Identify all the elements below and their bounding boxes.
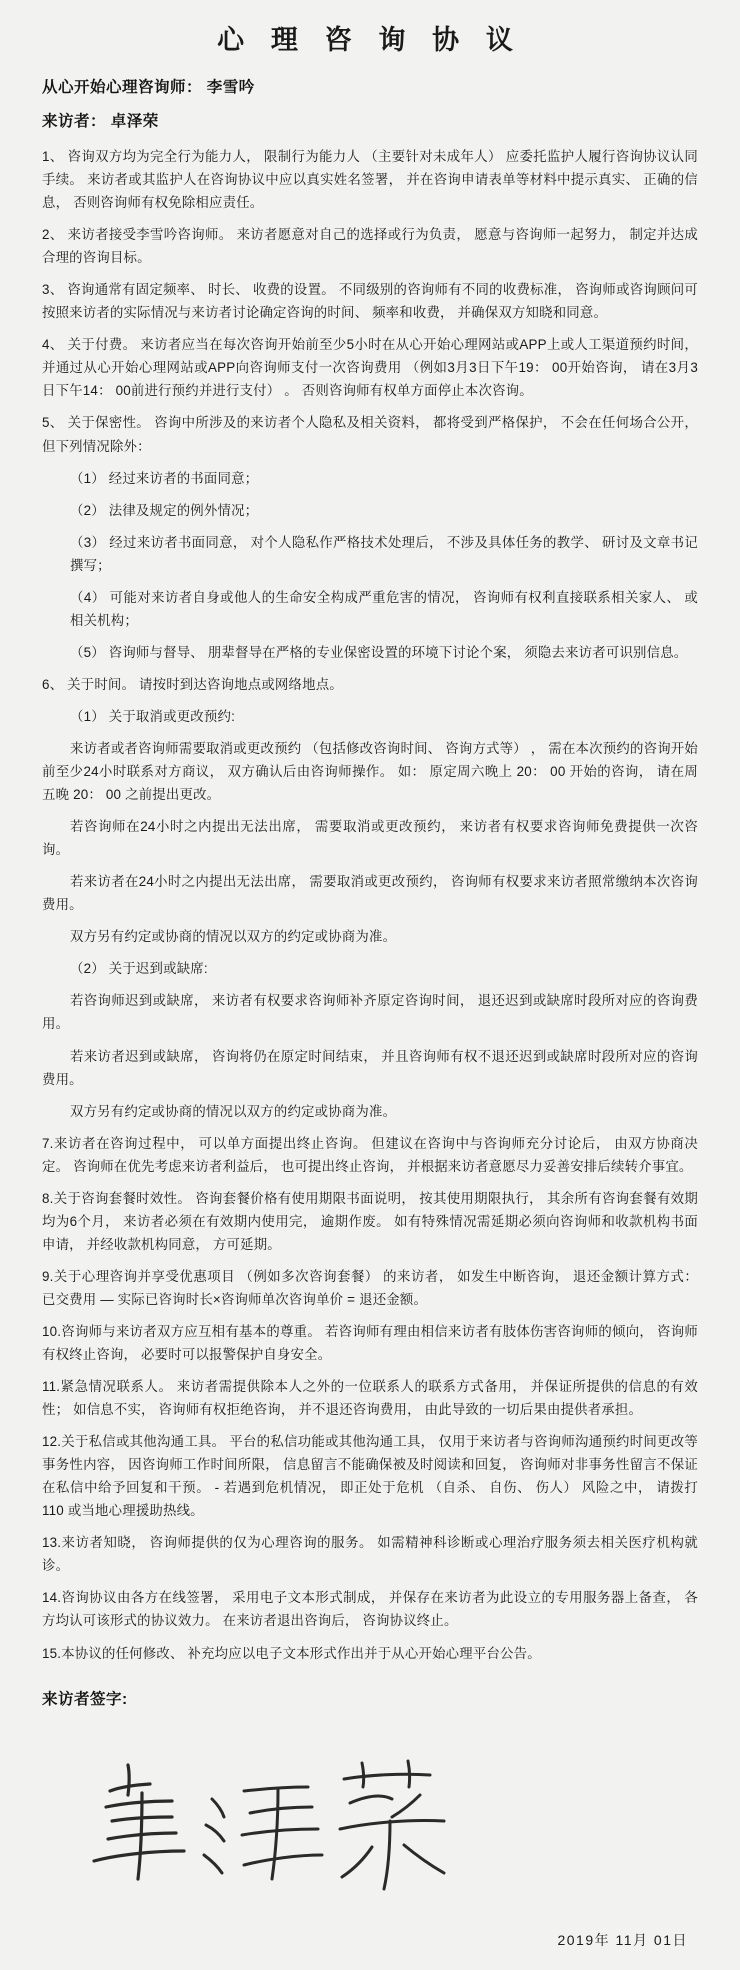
clause-9: 9.关于心理咨询并享受优惠项目 （例如多次咨询套餐） 的来访者， 如发生中断咨询， 退还金额计算方式： 已交费用 — 实际已咨询时长×咨询师单次咨询单价 = 退还金额。 (42, 1268, 698, 1307)
signature-area[interactable] (42, 1709, 698, 1924)
clause-6-sub-a-para-4: 双方另有约定或协商的情况以双方的约定或协商为准。 (70, 929, 397, 945)
clause-13: 13.来访者知晓， 咨询师提供的仅为心理咨询的服务。 如需精神科诊断或心理治疗服务须去相关医疗机构就诊。 (42, 1535, 698, 1574)
clause-6-sub-a-para-3: 若来访者在24小时之内提出无法出席， 需要取消或更改预约， 咨询师有权要求来访者照常缴纳本次咨询费用。 (42, 874, 698, 913)
confidentiality-item-1: （1） 经过来访者的书面同意； (70, 470, 259, 486)
clause-12: 12.关于私信或其他沟通工具。 平台的私信功能或其他沟通工具， 仅用于来访者与咨询师沟通预约时间更改等事务性内容， 因咨询师工作时间所限， 信息留言不能确保被及时阅读和回复， 咨询师对非事务性留言不保证在私信中给予回复和干预。 - 若遇到危机情况， 即正处于危机 （自杀、 自伤、 伤人） 风险之中， 请拨打 110 或当地心理援助热线。 (42, 1434, 698, 1519)
page-title: 心 理 咨 询 协 议 (217, 25, 523, 55)
handwritten-signature (72, 1729, 492, 1919)
clause-10: 10.咨询师与来访者双方应互相有基本的尊重。 若咨询师有理由相信来访者有肢体伤害咨询师的倾向， 咨询师有权终止咨询， 必要时可以报警保护自身安全。 (42, 1323, 698, 1363)
clause-4: 4、 关于付费。 来访者应当在每次咨询开始前至少5小时在从心开始心理网站或APP上或人工渠道预约时间， 并通过从心开始心理网站或APP向咨询师支付一次咨询费用 （例如3月3日下午19： 00开始咨询， 请在3月3日下午14： 00前进行预约并进行支付） 。 否则咨询师有权单方面停止本次咨询。 (42, 337, 698, 399)
clause-6-sub-b-title: （2） 关于迟到或缺席: (70, 961, 208, 977)
clause-15: 15.本协议的任何修改、 补充均应以电子文本形式作出并于从心开始心理平台公告。 (42, 1645, 541, 1661)
clause-8: 8.关于咨询套餐时效性。 咨询套餐价格有使用期限书面说明， 按其使用期限执行， 其余所有咨询套餐有效期均为6个月， 来访者必须在有效期内使用完， 逾期作废。 如有特殊情况需延期必须向咨询师和收款机构书面申请， 并经收款机构同意， 方可延期。 (42, 1190, 698, 1252)
clause-6-sub-b-para-3: 双方另有约定或协商的情况以双方的约定或协商为准。 (70, 1103, 397, 1119)
signature-label: 来访者签字: (42, 1690, 128, 1708)
clause-5: 5、 关于保密性。 咨询中所涉及的来访者个人隐私及相关资料， 都将受到严格保护， 不会在任何场合公开， 但下列情况除外： (42, 415, 698, 454)
clause-6-sub-b-para-2: 若来访者迟到或缺席， 咨询将仍在原定时间结束， 并且咨询师有权不退还迟到或缺席时段所对应的咨询费用。 (42, 1048, 698, 1087)
clause-6-sub-a-title: （1） 关于取消或更改预约: (70, 708, 235, 724)
clause-6-sub-b-para-1: 若咨询师迟到或缺席， 来访者有权要求咨询师补齐原定咨询时间， 退还迟到或缺席时段所对应的咨询费用。 (42, 993, 698, 1032)
confidentiality-item-2: （2） 法律及规定的例外情况； (70, 502, 259, 518)
client-line: 来访者： 卓泽荣 (42, 113, 159, 130)
clause-3: 3、 咨询通常有固定频率、 时长、 收费的设置。 不同级别的咨询师有不同的收费标准， 咨询师或咨询顾问可按照来访者的实际情况与来访者讨论确定咨询的时间、 频率和收费， 并确保双方知晓和同意。 (42, 282, 698, 321)
counselor-line: 从心开始心理咨询师： 李雪吟 (42, 79, 255, 96)
clause-1: 1、 咨询双方均为完全行为能力人， 限制行为能力人 （主要针对未成年人） 应委托监护人履行咨询协议认同手续。 来访者或其监护人在咨询协议中应以真实姓名签署， 并在咨询申请表单等材料中提示真实、 正确的信息， 否则咨询师有权免除相应责任。 (42, 149, 698, 211)
clause-14: 14.咨询协议由各方在线签署， 采用电子文本形式制成， 并保存在来访者为此设立的专用服务器上备查， 各方均认可该形式的协议效力。 在来访者退出咨询后， 咨询协议终止。 (42, 1590, 698, 1629)
confidentiality-item-3: （3） 经过来访者书面同意， 对个人隐私作严格技术处理后， 不涉及具体任务的教学、 研讨及文章书记撰写； (70, 534, 698, 573)
clause-11: 11.紧急情况联系人。 来访者需提供除本人之外的一位联系人的联系方式备用， 并保证所提供的信息的有效性； 如信息不实， 咨询师有权拒绝咨询， 并不退还咨询费用， 由此导致的一切后果由提供者承担。 (42, 1379, 698, 1418)
clause-2: 2、 来访者接受李雪吟咨询师。 来访者愿意对自己的选择或行为负责， 愿意与咨询师一起努力， 制定并达成合理的咨询目标。 (42, 227, 698, 266)
confidentiality-item-4: （4） 可能对来访者自身或他人的生命安全构成严重危害的情况， 咨询师有权利直接联系相关家人、 或相关机构； (70, 589, 698, 628)
clause-6-sub-a-para-2: 若咨询师在24小时之内提出无法出席， 需要取消或更改预约， 来访者有权要求咨询师免费提供一次咨询。 (42, 819, 698, 858)
clause-6-head: 6、 关于时间。 请按时到达咨询地点或网络地点。 (42, 676, 343, 692)
signature-date: 2019年 11月 01日 (557, 1931, 688, 1948)
confidentiality-item-5: （5） 咨询师与督导、 朋辈督导在严格的专业保密设置的环境下讨论个案， 须隐去来访者可识别信息。 (70, 644, 688, 660)
clause-6-sub-a-para-1: 来访者或者咨询师需要取消或更改预约 （包括修改咨询时间、 咨询方式等） ， 需在本次预约的咨询开始前至少24小时联系对方商议， 双方确认后由咨询师操作。 如： 原定周六晚上 20： 00 开始的咨询， 请在周五晚 20： 00 之前提出更改。 (42, 740, 698, 803)
clause-7: 7.来访者在咨询过程中， 可以单方面提出终止咨询。 但建议在咨询中与咨询师充分讨论后， 由双方协商决定。 咨询师在优先考虑来访者利益后， 也可提出终止咨询， 并根据来访者意愿尽力妥善安排后续转介事宜。 (42, 1135, 698, 1174)
